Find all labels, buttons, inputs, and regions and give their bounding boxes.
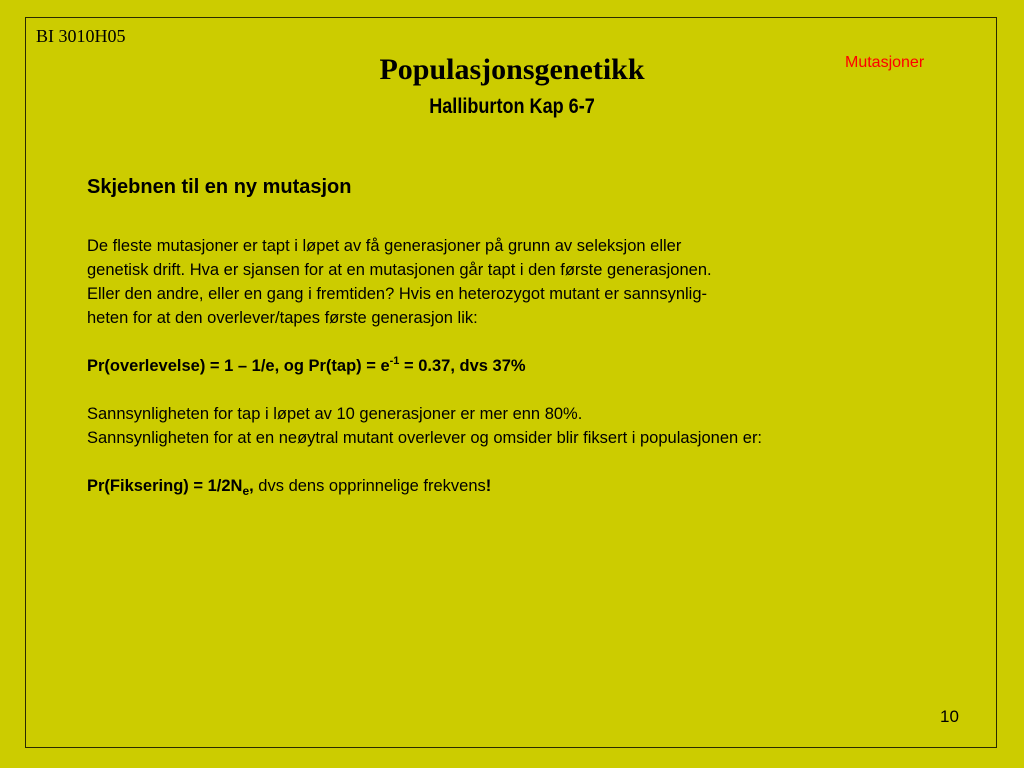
formula-2-main: Pr(Fiksering) = 1/2N [87, 477, 243, 495]
formula-2-exclamation: ! [485, 477, 492, 495]
topic-label: Mutasjoner [845, 54, 925, 71]
formula-1-main: Pr(overlevelse) = 1 – 1/e, og Pr(tap) = e [87, 357, 390, 375]
paragraph-1-line: heten for at den overlever/tapes første generasjon lik: [87, 309, 478, 327]
section-heading: Skjebnen til en ny mutasjon [87, 176, 352, 198]
page-number: 10 [940, 707, 959, 726]
paragraph-2-line: Sannsynligheten for at en neøytral mutant overlever og omsider blir fiksert i populasjonen er: [87, 429, 763, 447]
course-code: BI 3010H05 [36, 26, 126, 46]
paragraph-1 [87, 234, 712, 330]
formula-1-exponent: -1 [389, 355, 400, 367]
fixation-formula [87, 474, 491, 498]
formula-2-subscript: e [242, 484, 250, 498]
paragraph-2 [87, 402, 762, 450]
formula-2-comma: , [249, 477, 254, 495]
slide-border [25, 17, 997, 748]
paragraph-1-line: Eller den andre, eller en gang i fremtiden? Hvis en heterozygot mutant er sannsynlig- [87, 285, 708, 303]
slide-subtitle: Halliburton Kap 6-7 [429, 95, 595, 118]
formula-2-explanation: dvs dens opprinnelige frekvens [253, 477, 486, 495]
survival-formula [87, 354, 526, 378]
paragraph-1-line: De fleste mutasjoner er tapt i løpet av få generasjoner på grunn av seleksjon eller [87, 237, 682, 255]
formula-1-result: = 0.37, dvs 37% [399, 357, 526, 375]
paragraph-2-line: Sannsynligheten for tap i løpet av 10 generasjoner er mer enn 80%. [87, 405, 583, 423]
paragraph-1-line: genetisk drift. Hva er sjansen for at en mutasjonen går tapt i den første generasjonen. [87, 261, 712, 279]
slide-title: Populasjonsgenetikk [379, 53, 645, 86]
